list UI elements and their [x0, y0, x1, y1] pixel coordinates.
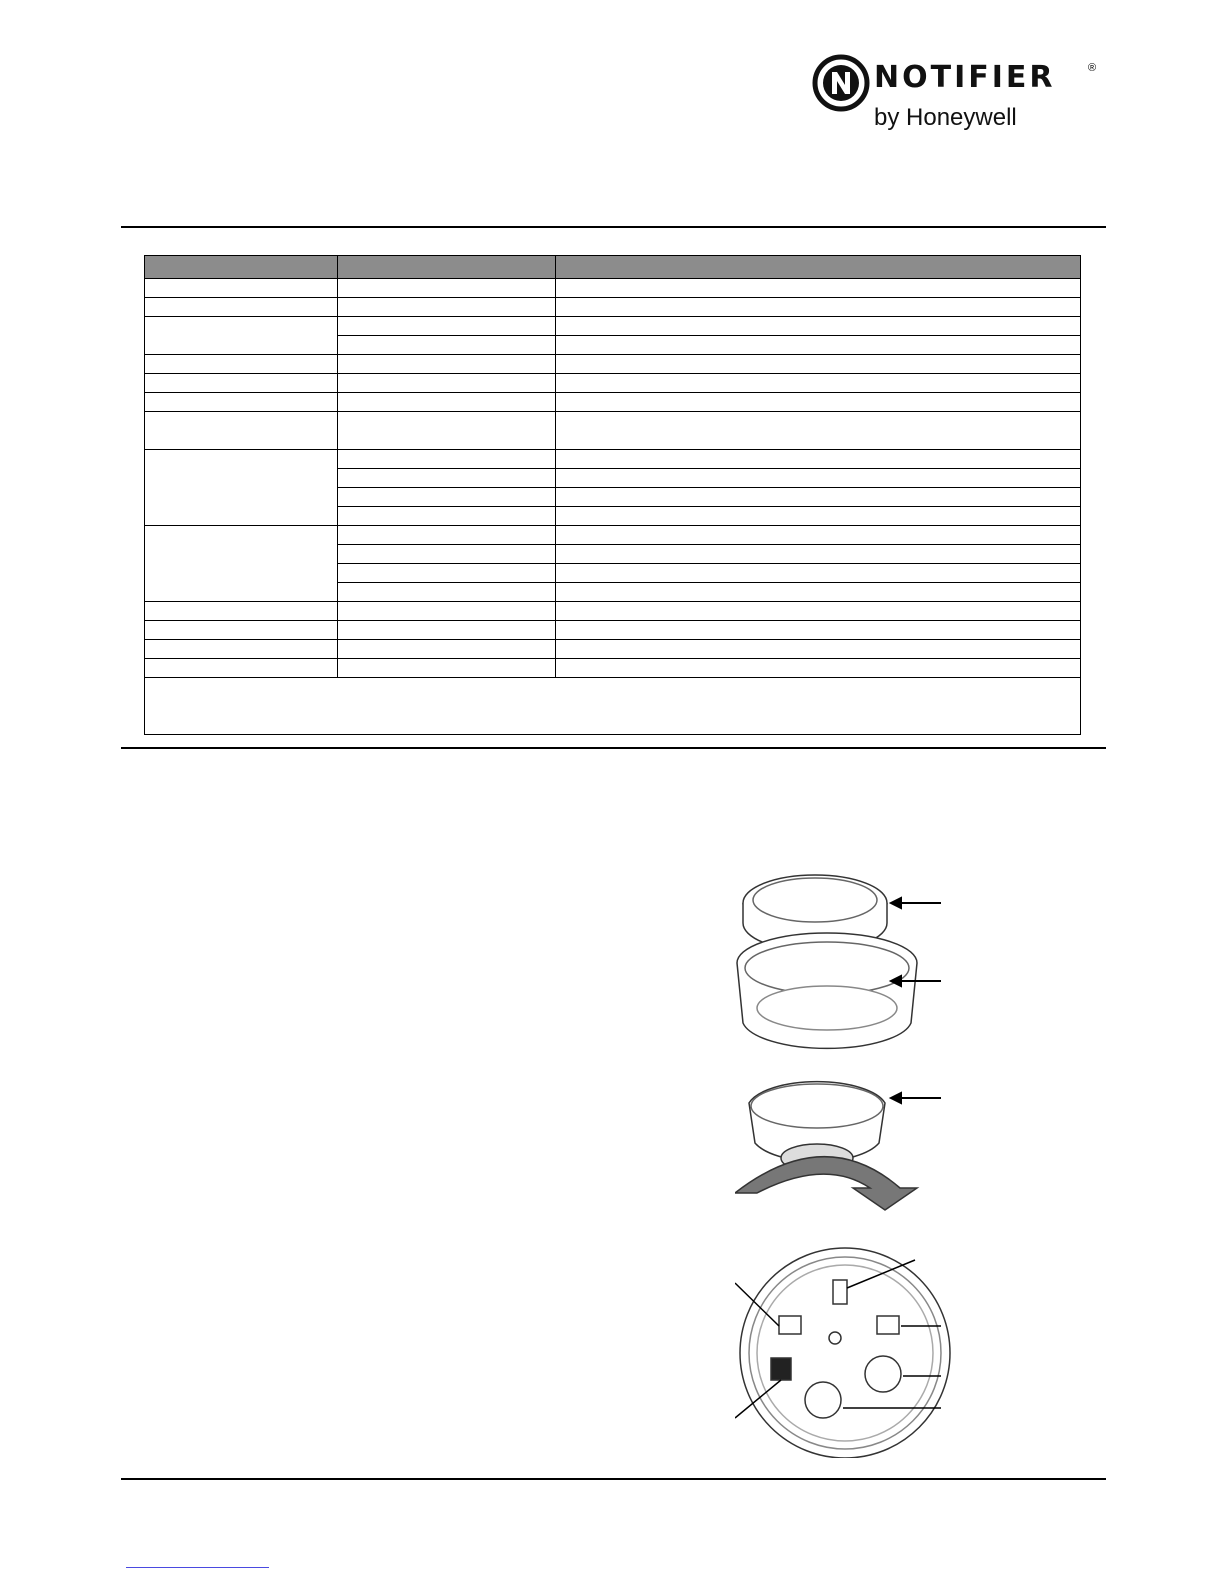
mid-rule [121, 747, 1106, 749]
table-row [145, 317, 1081, 336]
registered-mark: ® [1088, 62, 1097, 74]
table-row [145, 621, 1081, 640]
table-row [145, 450, 1081, 469]
table-row [145, 602, 1081, 621]
top-rule [121, 226, 1106, 228]
table-row [145, 374, 1081, 393]
table-note-row [145, 678, 1081, 735]
specification-table [144, 255, 1081, 735]
table-header-row [145, 256, 1081, 279]
brand-byline: by Honeywell [874, 104, 1017, 131]
table-row [145, 298, 1081, 317]
notifier-n-icon [812, 54, 870, 112]
notifier-logo [812, 54, 1102, 138]
table-row [145, 412, 1081, 450]
table-row [145, 640, 1081, 659]
table-row [145, 526, 1081, 545]
table-row [145, 355, 1081, 374]
footer-link-underline[interactable] [126, 1567, 269, 1568]
brand-name: NOTIFIER [874, 60, 1056, 95]
exploded-detector-diagram-icon [735, 868, 965, 1458]
bottom-rule [121, 1478, 1106, 1480]
table-row [145, 659, 1081, 678]
table-row [145, 279, 1081, 298]
table-row [145, 393, 1081, 412]
